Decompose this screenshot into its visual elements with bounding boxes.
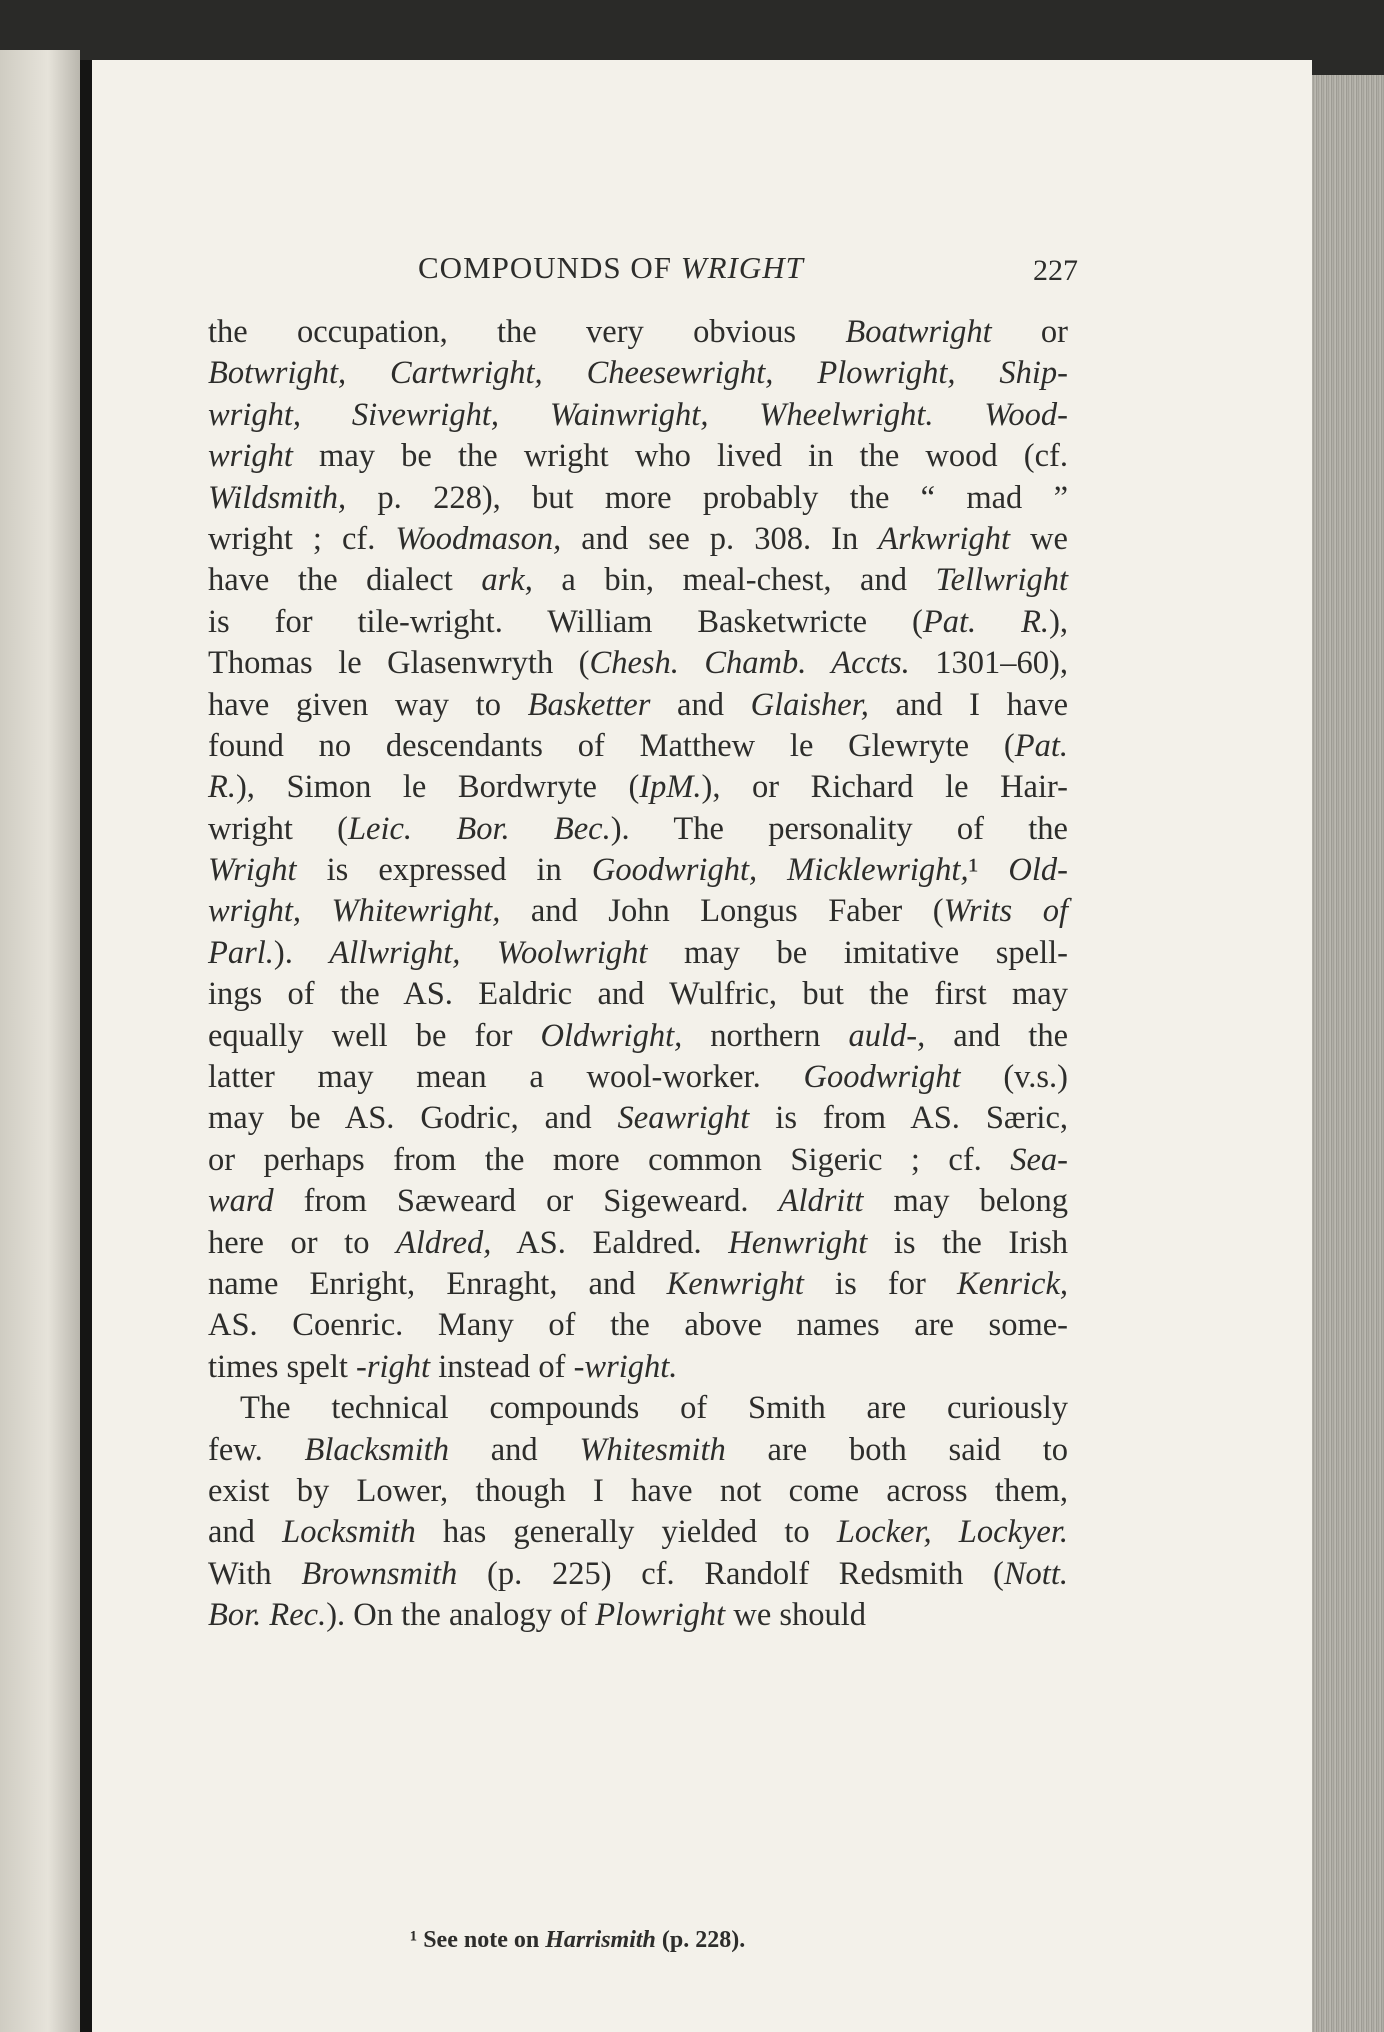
text-run: found no descendants of Matthew le Glewryte ( bbox=[208, 727, 1015, 764]
text-line bbox=[208, 809, 1068, 850]
text-run: from Sæweard or Sigeweard. bbox=[273, 1183, 779, 1220]
italic-run: Bor. Rec. bbox=[208, 1597, 327, 1634]
text-line bbox=[208, 1098, 1068, 1139]
text-run: ings of the AS. Ealdric and Wulfric, but the first may bbox=[208, 976, 1068, 1013]
text-run: we bbox=[1010, 520, 1068, 557]
text-line bbox=[208, 602, 1068, 643]
italic-run: Kenrick, bbox=[956, 1265, 1068, 1302]
text-run: here or to bbox=[208, 1224, 397, 1261]
running-title-italic: WRIGHT bbox=[680, 250, 804, 285]
italic-run: -wright. bbox=[573, 1348, 678, 1385]
text-run: times spelt bbox=[208, 1348, 357, 1385]
italic-run: Brownsmith bbox=[301, 1555, 458, 1592]
text-run: ), Simon le Bordwryte ( bbox=[235, 769, 640, 806]
text-run: and the bbox=[925, 1017, 1068, 1054]
text-line bbox=[208, 1057, 1068, 1098]
text-line bbox=[208, 478, 1068, 519]
italic-run: Sea- bbox=[1010, 1141, 1068, 1178]
italic-run: Oldwright, bbox=[540, 1017, 683, 1054]
text-run: ), or Richard le Hair- bbox=[701, 769, 1068, 806]
running-title-roman: COMPOUNDS OF bbox=[418, 250, 681, 285]
italic-run: Blacksmith bbox=[304, 1431, 449, 1468]
text-run: p. 228), but more probably the “ mad ” bbox=[346, 479, 1068, 516]
italic-run: Aldred, bbox=[396, 1224, 492, 1261]
paragraph-1 bbox=[208, 312, 1068, 1388]
text-run: and bbox=[650, 686, 751, 723]
italic-run: Goodwright bbox=[803, 1059, 961, 1096]
text-line bbox=[208, 560, 1068, 601]
text-run: is for bbox=[803, 1265, 957, 1302]
page-block-edges bbox=[1312, 75, 1384, 2032]
italic-run: wright, Whitewright, bbox=[208, 893, 501, 930]
text-line bbox=[208, 436, 1068, 477]
text-line bbox=[208, 1181, 1068, 1222]
text-line bbox=[208, 1430, 1068, 1471]
italic-run: Parl. bbox=[208, 934, 274, 971]
text-run: northern bbox=[682, 1017, 849, 1054]
text-line bbox=[208, 1223, 1068, 1264]
italic-run: Basketter bbox=[527, 686, 651, 723]
paragraph-2 bbox=[208, 1388, 1068, 1636]
text-run: (p. 225) cf. Randolf Redsmith ( bbox=[457, 1555, 1004, 1592]
italic-run: Chesh. Chamb. Accts. bbox=[589, 645, 910, 682]
text-run: and bbox=[448, 1431, 580, 1468]
text-run: wright ; cf. bbox=[208, 520, 396, 557]
text-run: has generally yielded to bbox=[415, 1514, 837, 1551]
italic-run: Glaisher, bbox=[750, 686, 869, 723]
text-run: and John Longus Faber ( bbox=[500, 893, 944, 930]
text-run: (v.s.) bbox=[960, 1059, 1069, 1096]
text-run: have given way to bbox=[208, 686, 528, 723]
text-run: is for tile-wright. William Basketwricte ( bbox=[208, 603, 923, 640]
italic-run: Allwright, Woolwright bbox=[329, 934, 648, 971]
text-line bbox=[208, 933, 1068, 974]
italic-run: auld-, bbox=[848, 1017, 926, 1054]
text-run: and see p. 308. In bbox=[561, 520, 879, 557]
text-line bbox=[208, 850, 1068, 891]
text-run: The technical compounds of Smith are curiously bbox=[240, 1390, 1068, 1427]
italic-run: Wildsmith, bbox=[208, 479, 347, 516]
text-line bbox=[208, 1595, 1068, 1636]
running-title bbox=[418, 250, 804, 286]
italic-run: -right bbox=[356, 1348, 431, 1385]
text-run: AS. Coenric. Many of the above names are some- bbox=[208, 1307, 1068, 1344]
text-line bbox=[208, 1016, 1068, 1057]
text-run: have the dialect bbox=[208, 562, 482, 599]
italic-run: Goodwright, Micklewright, bbox=[591, 852, 969, 889]
italic-run: Henwright bbox=[728, 1224, 868, 1261]
text-line bbox=[208, 1305, 1068, 1346]
italic-run: ark, bbox=[481, 562, 533, 599]
italic-run: R. bbox=[208, 769, 236, 806]
text-run: a bin, meal-chest, and bbox=[532, 562, 936, 599]
text-line bbox=[208, 726, 1068, 767]
text-line bbox=[208, 1388, 1068, 1429]
italic-run: Harrismith bbox=[545, 1927, 656, 1953]
italic-run: Nott. bbox=[1003, 1555, 1068, 1592]
italic-run: Botwright, Cartwright, Cheesewright, Plowright, Ship- bbox=[208, 355, 1068, 392]
italic-run: Whitesmith bbox=[579, 1431, 726, 1468]
italic-run: Locksmith bbox=[282, 1514, 416, 1551]
body-text bbox=[208, 312, 1068, 1637]
text-run: 1301–60), bbox=[909, 645, 1068, 682]
italic-run: wright, Sivewright, Wainwright, Wheelwright. Wood- bbox=[208, 396, 1068, 433]
text-run: AS. Ealdred. bbox=[491, 1224, 729, 1261]
text-run: With bbox=[208, 1555, 302, 1592]
text-line bbox=[208, 767, 1068, 808]
text-run: ), bbox=[1049, 603, 1069, 640]
text-run: ). On the analogy of bbox=[326, 1597, 596, 1634]
text-run: the occupation, the very obvious bbox=[208, 314, 846, 350]
italic-run: Aldritt bbox=[778, 1183, 864, 1220]
text-line bbox=[208, 685, 1068, 726]
text-line bbox=[208, 1471, 1068, 1512]
text-run: are both said to bbox=[725, 1431, 1068, 1468]
italic-run: Pat. R. bbox=[922, 603, 1050, 640]
text-line bbox=[208, 353, 1068, 394]
text-run: may be imitative spell- bbox=[647, 934, 1068, 971]
italic-run: Pat. bbox=[1014, 727, 1068, 764]
text-run: Thomas le Glasenwryth ( bbox=[208, 645, 590, 682]
text-line bbox=[208, 519, 1068, 560]
text-line bbox=[208, 1140, 1068, 1181]
text-line bbox=[208, 1347, 1068, 1388]
italic-run: Plowright bbox=[595, 1597, 726, 1634]
text-line bbox=[208, 891, 1068, 932]
text-run: or perhaps from the more common Sigeric ; cf. bbox=[208, 1141, 1011, 1178]
text-run: is expressed in bbox=[296, 852, 592, 889]
text-line bbox=[208, 1554, 1068, 1595]
text-line bbox=[208, 312, 1068, 353]
page-number: 227 bbox=[1033, 254, 1078, 287]
text-run: ¹ bbox=[968, 852, 1009, 889]
italic-run: Writs of bbox=[943, 893, 1068, 930]
text-run: may be AS. Godric, and bbox=[208, 1100, 618, 1137]
italic-run: Seawright bbox=[617, 1100, 750, 1137]
text-line bbox=[208, 974, 1068, 1015]
text-line bbox=[208, 1264, 1068, 1305]
text-line bbox=[208, 395, 1068, 436]
text-run: name Enright, Enraght, and bbox=[208, 1265, 667, 1302]
footnote bbox=[410, 1927, 745, 1954]
text-run: instead of bbox=[430, 1348, 574, 1385]
text-run: ¹ See note on bbox=[410, 1927, 546, 1953]
italic-run: IpM. bbox=[639, 769, 702, 806]
text-run: is from AS. Særic, bbox=[749, 1100, 1068, 1137]
text-run: and bbox=[208, 1514, 283, 1551]
italic-run: Leic. Bor. Bec. bbox=[347, 810, 611, 847]
text-run: exist by Lower, though I have not come across them, bbox=[208, 1472, 1068, 1509]
italic-run: Tellwright bbox=[935, 562, 1069, 599]
italic-run: Arkwright bbox=[878, 520, 1011, 557]
text-run: ). bbox=[273, 934, 330, 971]
italic-run: Locker, Lockyer. bbox=[836, 1514, 1068, 1551]
text-run: equally well be for bbox=[208, 1017, 541, 1054]
text-run: is the Irish bbox=[867, 1224, 1068, 1261]
italic-run: Boatwright bbox=[845, 314, 992, 350]
text-run: may be the wright who lived in the wood (cf. bbox=[292, 438, 1068, 475]
running-header bbox=[208, 250, 1078, 290]
italic-run: Kenwright bbox=[666, 1265, 804, 1302]
italic-run: ward bbox=[208, 1183, 274, 1220]
italic-run: Wright bbox=[208, 852, 297, 889]
text-run: we should bbox=[725, 1597, 867, 1634]
text-run: wright ( bbox=[208, 810, 348, 847]
italic-run: wright bbox=[208, 438, 293, 475]
text-run: latter may mean a wool-worker. bbox=[208, 1059, 804, 1096]
italic-run: Old- bbox=[1008, 852, 1068, 889]
italic-run: Woodmason, bbox=[395, 520, 562, 557]
text-run: and I have bbox=[868, 686, 1068, 723]
text-run: (p. 228). bbox=[655, 1927, 746, 1953]
book-gutter bbox=[80, 60, 92, 2032]
text-run: or bbox=[991, 314, 1069, 350]
text-run: few. bbox=[208, 1431, 305, 1468]
text-run: may belong bbox=[863, 1183, 1068, 1220]
text-line bbox=[208, 1512, 1068, 1553]
facing-page-edge bbox=[0, 50, 80, 2032]
text-line bbox=[208, 643, 1068, 684]
text-run: ). The personality of the bbox=[610, 810, 1068, 847]
